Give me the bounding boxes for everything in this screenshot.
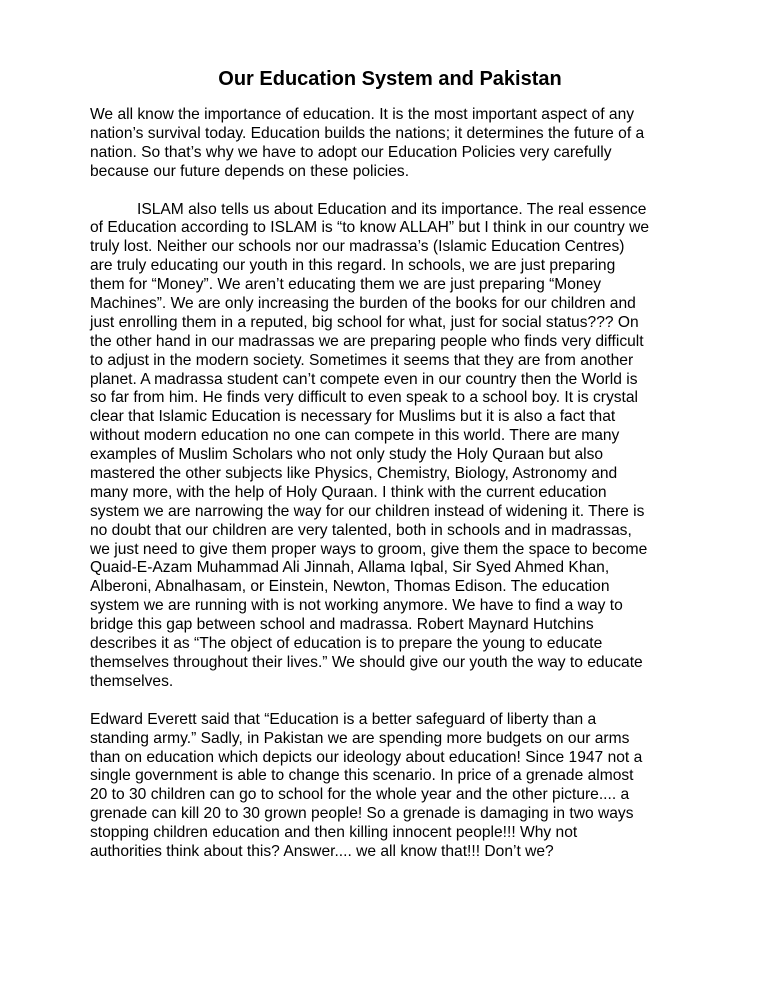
text-line: we just need to give them proper ways to groom, give them the space to become (90, 540, 648, 558)
paragraph-islam-education (90, 201, 690, 692)
text-line: authorities think about this? Answer.... we all know that!!! Don’t we? (90, 842, 554, 860)
text-line: just enrolling them in a reputed, big school for what, just for social status??? On (90, 313, 639, 331)
text-line: of Education according to ISLAM is “to know ALLAH” but I think in our country we (90, 219, 650, 237)
text-line: clear that Islamic Education is necessary for Muslims but it is also a fact that (90, 408, 616, 426)
text-line: single government is able to change this scenario. In price of a grenade almost (90, 767, 634, 785)
text-line: grenade can kill 20 to 30 grown people! So a grenade is damaging in two ways (90, 805, 634, 823)
text-line: Alberoni, Abnalhasam, or Einstein, Newton, Thomas Edison. The education (90, 578, 610, 596)
text-line: them for “Money”. We aren’t educating them we are just preparing “Money (90, 276, 602, 294)
text-line: ISLAM also tells us about Education and its importance. The real essence (137, 200, 647, 218)
text-line: mastered the other subjects like Physics, Chemistry, Biology, Astronomy and (90, 465, 618, 483)
text-line: standing army.” Sadly, in Pakistan we are spending more budgets on our arms (90, 729, 630, 747)
text-line: describes it as “The object of education is to prepare the young to educate (90, 635, 603, 653)
page-title: Our Education System and Pakistan (218, 68, 562, 90)
text-line: than on education which depicts our ideology about education! Since 1947 not a (90, 748, 643, 766)
text-line: are truly educating our youth in this regard. In schools, we are just preparing (90, 257, 616, 275)
text-line: the other hand in our madrassas we are preparing people who finds very difficult (90, 332, 644, 350)
text-line: without modern education no one can compete in this world. There are many (90, 427, 620, 445)
text-line: Machines”. We are only increasing the burden of the books for our children and (90, 295, 636, 313)
text-line: system we are running with is not working anymore. We have to find a way to (90, 597, 623, 615)
text-line: We all know the importance of education. It is the most important aspect of any (90, 106, 635, 123)
text-line: so far from him. He finds very difficult to even speak to a school boy. It is crystal (90, 389, 639, 407)
text-line: Quaid-E-Azam Muhammad Ali Jinnah, Allama Iqbal, Sir Syed Ahmed Khan, (90, 559, 610, 577)
text-line: 20 to 30 children can go to school for the whole year and the other picture.... a (90, 786, 630, 804)
text-line: truly lost. Neither our schools nor our madrassa’s (Islamic Education Centres) (90, 238, 625, 256)
document-body (90, 66, 690, 881)
text-line: themselves. (90, 672, 174, 690)
text-line: stopping children education and then killing innocent people!!! Why not (90, 824, 578, 842)
text-line: to adjust in the modern society. Sometimes it seems that they are from another (90, 351, 634, 369)
text-line: system we are narrowing the way for our children instead of widening it. There is (90, 502, 645, 520)
text-line: planet. A madrassa student can’t compete even in our country then the World is (90, 370, 638, 388)
text-line: no doubt that our children are very talented, both in schools and in madrassas, (90, 521, 632, 539)
text-line: nation’s survival today. Education builds the nations; it determines the future of a (90, 124, 645, 142)
text-line: because our future depends on these policies. (90, 162, 410, 180)
text-line: bridge this gap between school and madrassa. Robert Maynard Hutchins (90, 616, 594, 634)
text-line: many more, with the help of Holy Quraan. I think with the current education (90, 483, 607, 501)
text-line: examples of Muslim Scholars who not only study the Holy Quraan but also (90, 446, 604, 464)
text-line: Edward Everett said that “Education is a better safeguard of liberty than a (90, 710, 597, 728)
text-line: themselves throughout their lives.” We should give our youth the way to educate (90, 653, 643, 671)
paragraph-budget (90, 711, 690, 862)
paragraph-intro (90, 106, 690, 182)
text-line: nation. So that’s why we have to adopt our Education Policies very carefully (90, 143, 612, 161)
